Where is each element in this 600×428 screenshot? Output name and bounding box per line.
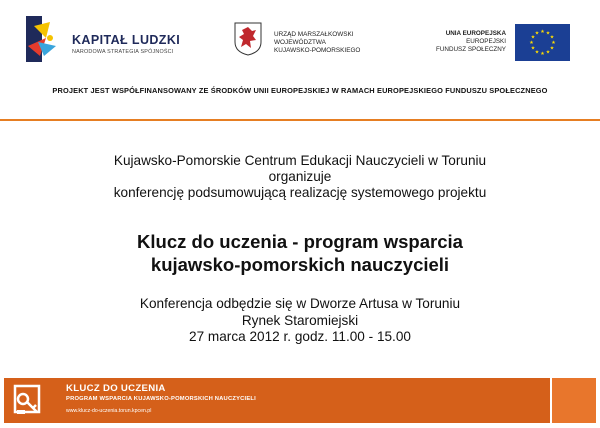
organizes-line: organizuje (268, 169, 332, 184)
footer-banner (4, 378, 596, 423)
venue-line: Konferencja odbędzie się w Dworze Artusa w Toruniu (139, 296, 461, 311)
footer-title: KLUCZ DO UCZENIA (66, 383, 166, 394)
organizer-line: Kujawsko-Pomorskie Centrum Edukacji Nauczycieli w Toruniu (113, 153, 487, 168)
conference-title (0, 230, 600, 276)
address-line: Rynek Staromiejski (241, 312, 359, 328)
footer-website-link[interactable]: www.klucz-do-uczenia.torun.kpcen.pl (66, 408, 152, 414)
date-time-line: 27 marca 2012 r. godz. 11.00 - 15.00 (189, 329, 411, 344)
eu-star-icon: ★ (534, 30, 540, 37)
eu-star-icon: ★ (549, 45, 555, 52)
kapital-ludzki-title: KAPITAŁ LUDZKI (72, 33, 181, 47)
eu-star-icon: ★ (534, 49, 540, 56)
eu-star-icon: ★ (545, 30, 551, 37)
eu-text (436, 30, 506, 53)
eu-star-icon: ★ (530, 45, 536, 52)
urzad-line-3: KUJAWSKO-POMORSKIEGO (274, 47, 361, 54)
eu-star-icon: ★ (551, 40, 556, 47)
cofinancing-statement: PROJEKT JEST WSPÓŁFINANSOWANY ZE ŚRODKÓW UNII EUROPEJSKIEJ W RAMACH EUROPEJSKIEGO FUNDUSZU SPOŁECZNEGO (52, 86, 548, 95)
eu-star-icon: ★ (540, 29, 545, 36)
footer-accent-block (552, 378, 596, 423)
kapital-ludzki-subtitle: NARODOWA STRATEGIA SPÓJNOŚCI (72, 49, 174, 55)
key-logo-icon (7, 380, 47, 420)
eu-star-icon: ★ (540, 51, 545, 58)
kapital-ludzki-logo (26, 16, 196, 62)
logo-bar (0, 0, 600, 80)
event-description-line: konferencję podsumowującą realizację systemowego projektu (113, 185, 487, 200)
orange-divider (0, 119, 600, 121)
urzad-marszalkowski-logo (234, 22, 404, 62)
intro-block (0, 153, 600, 201)
griffin-crest-icon (234, 22, 262, 56)
eu-star-icon: ★ (529, 40, 534, 47)
urzad-line-2: WOJEWÓDZTWA (274, 39, 326, 46)
eu-star-icon: ★ (545, 49, 551, 56)
eu-line-2: FUNDUSZ SPOŁECZNY (436, 45, 506, 53)
eu-star-icon: ★ (549, 34, 555, 41)
urzad-line-1: URZĄD MARSZAŁKOWSKI (274, 31, 354, 38)
eu-star-icon: ★ (530, 34, 536, 41)
eu-line-1: EUROPEJSKI (466, 37, 506, 45)
footer-subtitle: PROGRAM WSPARCIA KUJAWSKO-POMORSKICH NAUCZYCIELI (66, 396, 256, 402)
unia-europejska-logo (420, 24, 570, 64)
eu-flag-icon (515, 24, 570, 61)
kapital-ludzki-star-icon (26, 16, 66, 62)
urzad-text (274, 31, 360, 55)
eu-title: UNIA EUROPEJSKA (445, 30, 506, 37)
conference-title-line-2: kujawsko-pomorskich nauczycieli (150, 254, 450, 275)
conference-details (0, 296, 600, 346)
conference-title-line-1: Klucz do uczenia - program wsparcia (137, 231, 463, 252)
